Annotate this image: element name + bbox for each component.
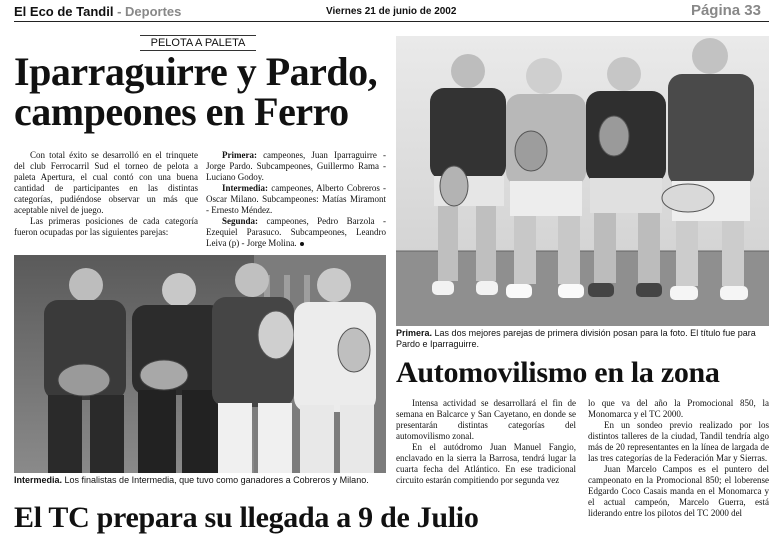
article-column-2 [206,150,386,249]
caption-text: Los finalistas de Intermedia, que tuvo como ganadores a Cobreros y Milano. [64,475,369,485]
paragraph: En un sondeo previo realizado por los distintos talleres de la ciudad, Tandil tendría algo más de 20 representantes en la línea de largada de las tres categorías de la Federación Mar y Sierras. [588,420,769,463]
results-label: Segunda: [222,216,259,226]
article-headline [14,49,378,134]
results-label: Intermedia: [222,183,268,193]
results-text: campeones, Pedro Barzola - Ezequiel Parasuco. Subcampeones, Leandro Leiva (p) - Jorge Molina. [206,216,387,248]
caption-label: Primera. [396,328,433,338]
photo-intermedia [14,255,386,473]
article-column-2 [588,398,769,526]
results-segunda [206,216,386,249]
results-text: campeones, Alberto Cobreros - Oscar Milano. Subcampeones: Matías Miramont - Ernesto Méndez. [206,183,387,215]
photo-primera-image [396,36,769,326]
caption-text: Las dos mejores parejas de primera división posan para la foto. El título fue para Pardo e Iparraguirre. [396,328,756,349]
results-primera [206,150,386,183]
photo-primera [396,36,769,326]
section-name: Deportes [125,4,182,19]
header-left [14,4,181,19]
results-intermedia [206,183,386,216]
article-headline: Automovilismo en la zona [396,356,720,389]
article-kicker: PELOTA A PALETA [140,35,256,51]
results-text: campeones, Juan Iparraguirre - Jorge Pardo. Subcampeones, Guillermo Rama - Luciano Godoy. [206,150,386,182]
photo-intermedia-image [14,255,386,473]
photo-primera-caption [396,328,772,350]
paragraph: Las primeras posiciones de cada categoría fueron ocupadas por las siguientes parejas: [14,216,198,237]
end-mark-icon [300,242,304,246]
caption-label: Intermedia. [14,475,63,485]
headline-line-2: campeones en Ferro [14,89,349,134]
paragraph: Juan Marcelo Campos es el puntero del campeonato en la Promocional 850; el loberense Edgardo Coco Casais manda en el Monomarca y el actual campeón, Marcelo Guerra, está liderando entre los pilotos del TC 2000 del [588,464,769,518]
photo-intermedia-caption [14,475,394,486]
article-column-1 [396,398,576,486]
page-number: Página 33 [690,2,761,19]
results-label: Primera: [222,150,257,160]
header-separator: - [117,4,122,19]
paragraph: Con total éxito se desarrolló en el trinquete del club Ferrocarril Sud el torneo de pelota a paleta Apertura, el cual contó con una buena cantidad de participantes en las distintas categorías, pudiéndose observar un más que aceptable nivel de juego. [14,150,198,215]
page-header [0,0,783,22]
issue-date: Viernes 21 de junio de 2002 [326,6,457,17]
article-column-1 [14,150,198,238]
article-headline: El TC prepara su llegada a 9 de Julio [14,501,479,534]
header-rule [14,21,769,22]
headline-line-1: Iparraguirre y Pardo, [14,49,378,94]
paper-name: El Eco de Tandil [14,4,114,19]
paragraph: lo que va del año la Promocional 850, la Monomarca y el TC 2000. [588,398,769,419]
paragraph: Intensa actividad se desarrollará el fin de semana en Balcarce y San Cayetano, en donde se presentarán distintas categorías del automovilismo zonal. [396,398,576,441]
paragraph: En el autódromo Juan Manuel Fangio, enclavado en la sierra la Barrosa, tendrá lugar la cuarta fecha del Atlántico. En ese tradicional circuito estarán compitiendo por segunda vez [396,442,576,485]
